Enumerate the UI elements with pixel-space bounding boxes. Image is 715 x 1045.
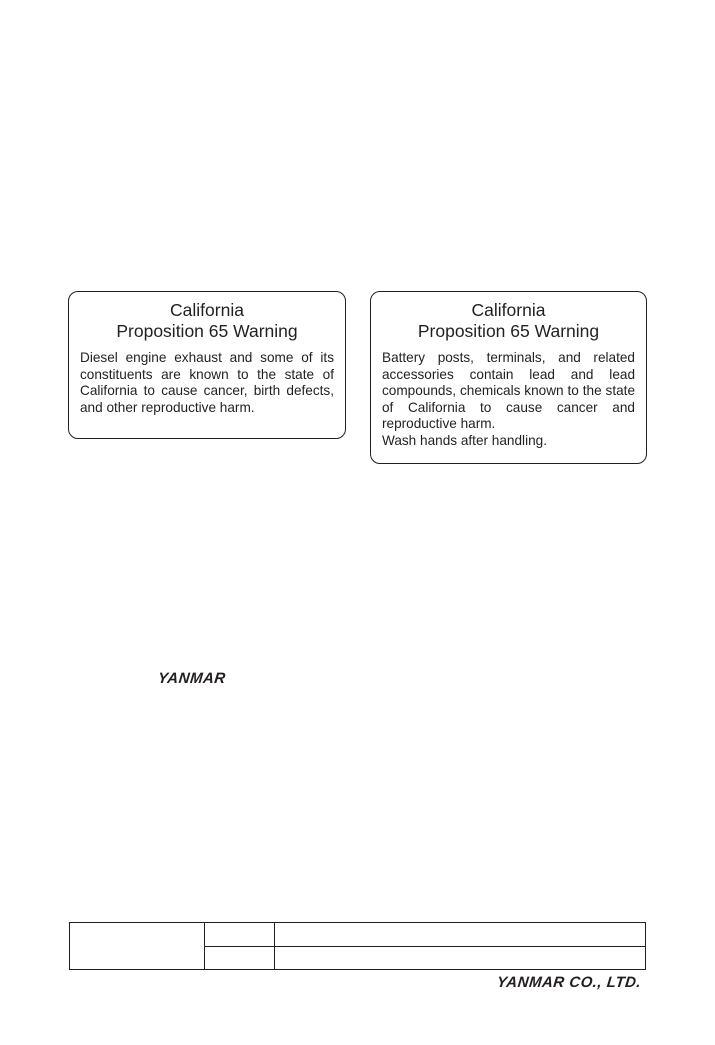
warning-body bbox=[382, 350, 635, 449]
warning-text-wash-hands: Wash hands after handling. bbox=[382, 432, 547, 448]
warning-title bbox=[382, 300, 635, 342]
warning-text: Battery posts, terminals, and related accessories contain lead and lead compounds, chemicals known to the state of California to cause cancer and reproductive harm. bbox=[382, 350, 635, 431]
table-cell bbox=[275, 923, 646, 947]
document-info-table bbox=[69, 922, 646, 970]
prop65-warning-exhaust bbox=[68, 291, 346, 439]
table-cell bbox=[275, 946, 646, 970]
warning-title-line1: California bbox=[170, 300, 244, 320]
table-cell bbox=[70, 923, 205, 970]
warning-body bbox=[80, 350, 334, 416]
warning-text: Diesel engine exhaust and some of its constituents are known to the state of California to cause cancer, birth defects, and other reproductive harm. bbox=[80, 350, 334, 415]
yanmar-logo: YANMAR bbox=[157, 670, 227, 687]
table-cell bbox=[205, 923, 275, 947]
warning-title bbox=[80, 300, 334, 342]
warning-title-line1: California bbox=[471, 300, 546, 320]
warning-title-line2: Proposition 65 Warning bbox=[417, 321, 600, 341]
table-cell bbox=[205, 946, 275, 970]
prop65-warning-battery bbox=[370, 291, 647, 464]
warning-title-line2: Proposition 65 Warning bbox=[116, 321, 298, 341]
yanmar-company-logo: YANMAR CO., LTD. bbox=[496, 974, 643, 991]
